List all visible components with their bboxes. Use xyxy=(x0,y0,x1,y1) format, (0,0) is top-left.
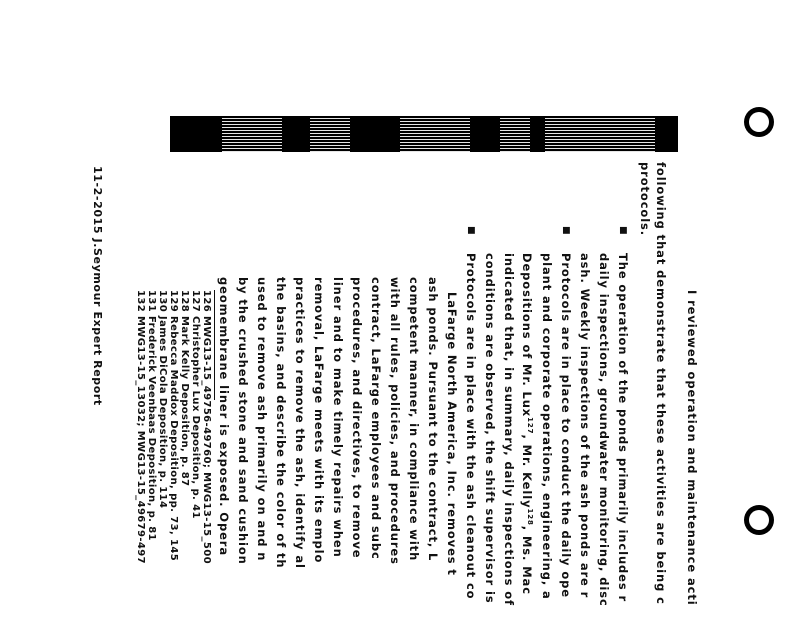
footnote: 130 James DiCola Deposition, p. 114 xyxy=(157,290,168,509)
intro-heading-line: I reviewed operation and maintenance acti xyxy=(685,290,699,606)
bullet-3-line-5: with all rules, policies, and procedures xyxy=(388,277,402,565)
bullet-3-line-8: liner and to make timely repairs when xyxy=(331,277,345,558)
bullet-1-line-2: daily inspections, groundwater monitoring, disc xyxy=(597,253,611,607)
footnote: 129 Rebecca Maddox Deposition, pp. 73, 145 xyxy=(168,290,179,562)
intro-line-1: following that demonstrate that these activities are being c xyxy=(654,162,668,605)
redaction-bar xyxy=(170,116,678,152)
footnote: 128 Mark Kelly Deposition, p. 87 xyxy=(179,290,190,487)
bullet-3-line-2: LaFarge North America, Inc. removes t xyxy=(445,292,459,576)
punch-hole-bottom xyxy=(744,505,774,535)
footnote: 131 Frederick Veenbaas Deposition, p. 81 xyxy=(146,290,157,541)
bullet-marker: ■ xyxy=(466,226,476,235)
bullet-3-line-1: Protocols are in place with the ash cleanout co xyxy=(464,253,478,600)
bullet-3-line-11: the basins, and describe the color of th xyxy=(274,277,288,569)
bullet-2-line-4: indicated that, in summary, daily inspections of xyxy=(502,253,516,606)
footnote: 132 MWG13-15_13032; MWG13-15_49679-497 xyxy=(135,290,146,564)
bullet-3-line-6: contract, LaFarge employees and subc xyxy=(369,277,383,560)
bullet-3-line-9: removal, LaFarge meets with its emplo xyxy=(312,277,326,564)
bullet-3-line-13: by the crushed stone and sand cushion xyxy=(236,277,250,565)
bullet-1-line-1: The operation of the ponds primarily includes r xyxy=(616,253,630,603)
footnote: 126 MWG13-15_49756-49760; MWG13-15_500 xyxy=(201,290,212,564)
bullet-2-line-5: conditions are observed, the shift supervisor is xyxy=(483,253,497,604)
bullet-3-line-14: geomembrane liner is exposed. Opera xyxy=(217,277,231,557)
bullet-3-line-12: used to remove ash primarily on and n xyxy=(255,277,269,562)
footnote: 127 Christopher Lux Deposition, p. 41 xyxy=(190,290,201,519)
bullet-marker: ■ xyxy=(618,226,628,235)
bullet-1-line-3: ash. Weekly inspections of the ash ponds are r xyxy=(578,253,592,599)
bullet-2-line-1: Protocols are in place to conduct the daily ope xyxy=(559,253,573,598)
bullet-3-line-4: competent manner, in compliance with xyxy=(407,277,421,562)
footnote-divider xyxy=(214,290,215,400)
report-footer: 11-2-2015 J.Seymour Expert Report xyxy=(91,166,104,406)
intro-line-2: protocols. xyxy=(638,162,652,237)
bullet-2-line-3: Depositions of Mr. Lux$^{127}$, Mr. Kelly$^{128}$, Ms. Mac xyxy=(520,253,535,595)
bullet-3-line-3: ash ponds. Pursuant to the contract, L xyxy=(426,277,440,562)
bullet-3-line-7: procedures, and directives, to remove xyxy=(350,277,364,559)
bullet-3-line-10: practices to remove the ash, identify al xyxy=(293,277,307,569)
bullet-2-line-2: plant and corporate operations, engineering, a xyxy=(540,253,554,600)
punch-hole-top xyxy=(744,107,774,137)
bullet-marker: ■ xyxy=(561,226,571,235)
